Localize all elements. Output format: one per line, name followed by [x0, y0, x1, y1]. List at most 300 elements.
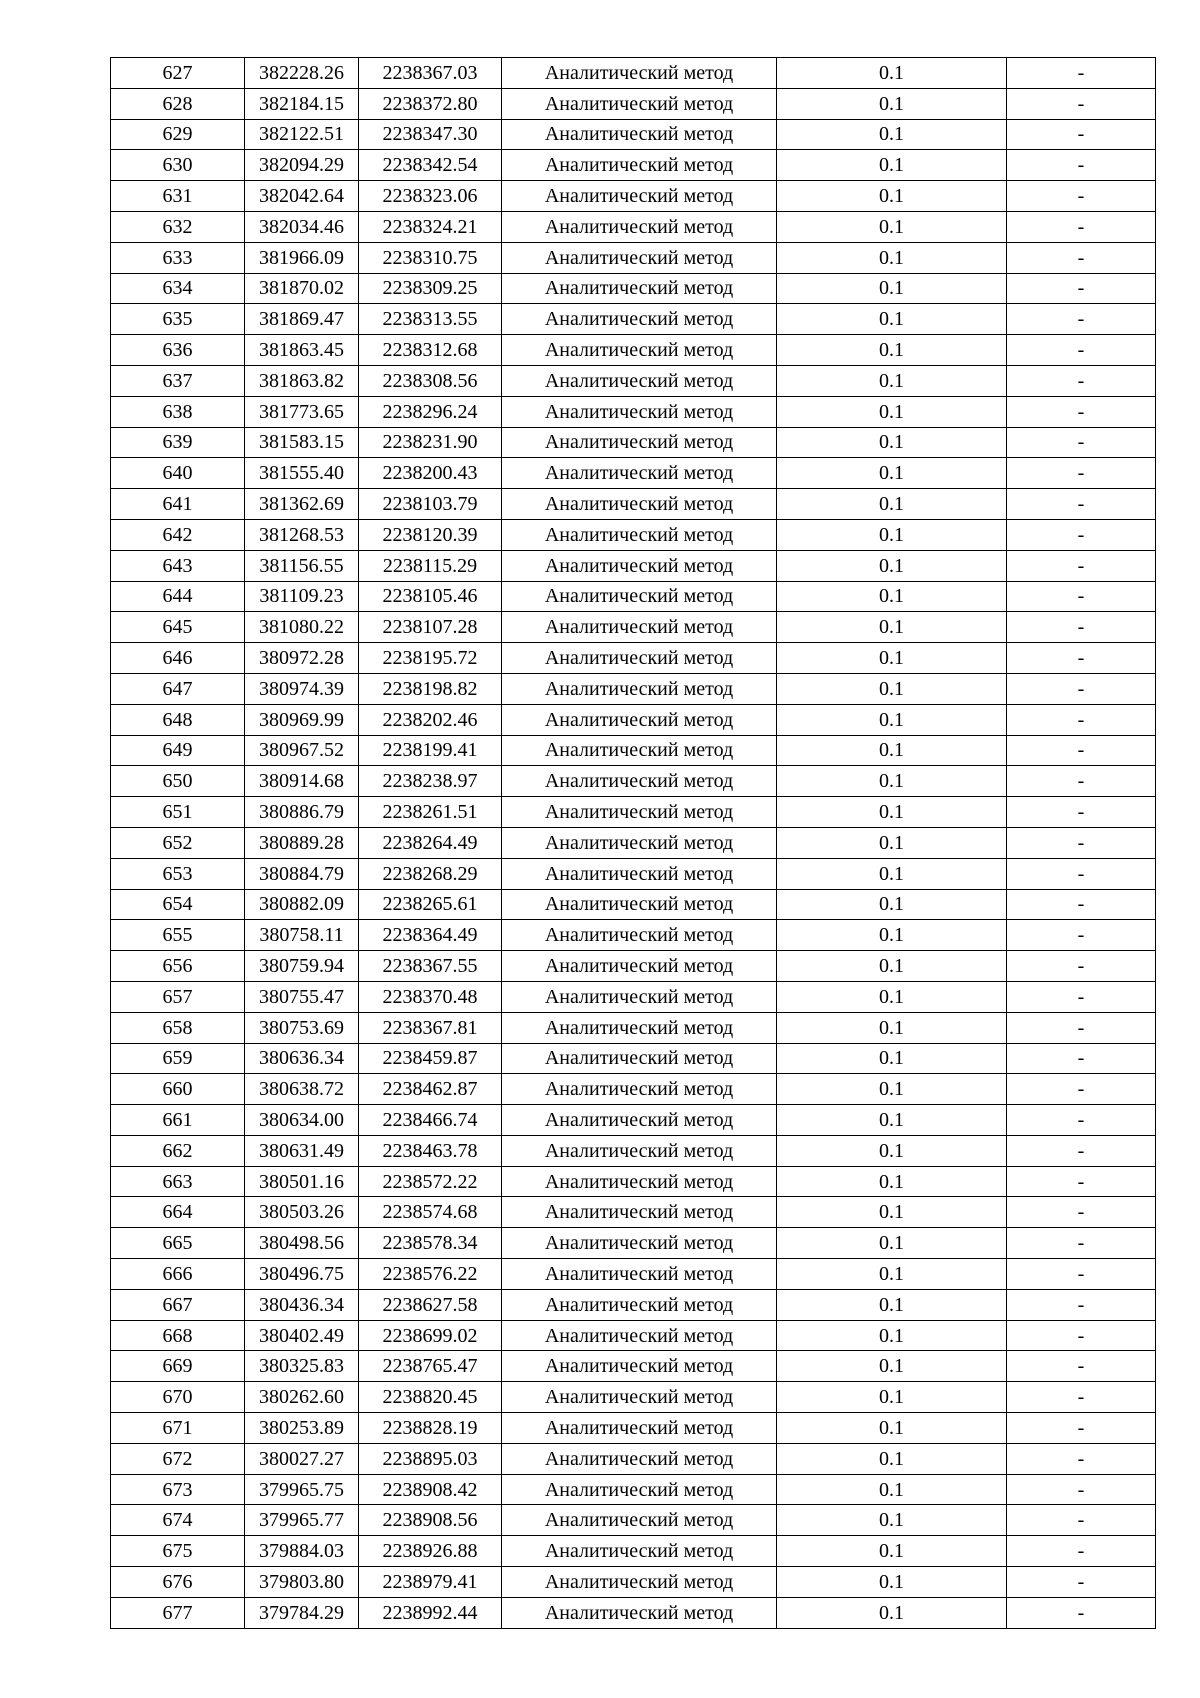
point-number-cell: 676 — [111, 1567, 245, 1598]
note-cell: - — [1007, 1197, 1156, 1228]
note-cell: - — [1007, 951, 1156, 982]
accuracy-cell: 0.1 — [777, 304, 1007, 335]
accuracy-cell: 0.1 — [777, 1074, 1007, 1105]
point-number-cell: 675 — [111, 1536, 245, 1567]
point-number-cell: 629 — [111, 119, 245, 150]
y-coordinate-cell: 2238105.46 — [359, 581, 502, 612]
x-coordinate-cell: 381362.69 — [245, 489, 359, 520]
table-row — [111, 1135, 1156, 1166]
x-coordinate-cell: 381109.23 — [245, 581, 359, 612]
note-cell: - — [1007, 1413, 1156, 1444]
y-coordinate-cell: 2238908.42 — [359, 1474, 502, 1505]
x-coordinate-cell: 379784.29 — [245, 1597, 359, 1628]
x-coordinate-cell: 382228.26 — [245, 58, 359, 89]
y-coordinate-cell: 2238574.68 — [359, 1197, 502, 1228]
x-coordinate-cell: 379884.03 — [245, 1536, 359, 1567]
accuracy-cell: 0.1 — [777, 58, 1007, 89]
note-cell: - — [1007, 1597, 1156, 1628]
note-cell: - — [1007, 612, 1156, 643]
accuracy-cell: 0.1 — [777, 673, 1007, 704]
method-cell: Аналитический метод — [502, 1012, 777, 1043]
point-number-cell: 663 — [111, 1166, 245, 1197]
note-cell: - — [1007, 920, 1156, 951]
point-number-cell: 664 — [111, 1197, 245, 1228]
accuracy-cell: 0.1 — [777, 1105, 1007, 1136]
point-number-cell: 674 — [111, 1505, 245, 1536]
point-number-cell: 636 — [111, 335, 245, 366]
point-number-cell: 646 — [111, 643, 245, 674]
table-row — [111, 58, 1156, 89]
accuracy-cell: 0.1 — [777, 211, 1007, 242]
point-number-cell: 643 — [111, 550, 245, 581]
note-cell: - — [1007, 335, 1156, 366]
point-number-cell: 658 — [111, 1012, 245, 1043]
accuracy-cell: 0.1 — [777, 766, 1007, 797]
accuracy-cell: 0.1 — [777, 643, 1007, 674]
accuracy-cell: 0.1 — [777, 581, 1007, 612]
table-row — [111, 427, 1156, 458]
note-cell: - — [1007, 1228, 1156, 1259]
method-cell: Аналитический метод — [502, 335, 777, 366]
method-cell: Аналитический метод — [502, 581, 777, 612]
note-cell: - — [1007, 550, 1156, 581]
x-coordinate-cell: 380972.28 — [245, 643, 359, 674]
note-cell: - — [1007, 458, 1156, 489]
accuracy-cell: 0.1 — [777, 489, 1007, 520]
method-cell: Аналитический метод — [502, 550, 777, 581]
accuracy-cell: 0.1 — [777, 858, 1007, 889]
y-coordinate-cell: 2238926.88 — [359, 1536, 502, 1567]
y-coordinate-cell: 2238820.45 — [359, 1382, 502, 1413]
point-number-cell: 656 — [111, 951, 245, 982]
point-number-cell: 627 — [111, 58, 245, 89]
table-row — [111, 1351, 1156, 1382]
method-cell: Аналитический метод — [502, 88, 777, 119]
y-coordinate-cell: 2238370.48 — [359, 981, 502, 1012]
note-cell: - — [1007, 519, 1156, 550]
x-coordinate-cell: 379965.77 — [245, 1505, 359, 1536]
method-cell: Аналитический метод — [502, 1135, 777, 1166]
method-cell: Аналитический метод — [502, 1536, 777, 1567]
note-cell: - — [1007, 396, 1156, 427]
note-cell: - — [1007, 1105, 1156, 1136]
x-coordinate-cell: 380634.00 — [245, 1105, 359, 1136]
x-coordinate-cell: 380253.89 — [245, 1413, 359, 1444]
accuracy-cell: 0.1 — [777, 889, 1007, 920]
accuracy-cell: 0.1 — [777, 550, 1007, 581]
note-cell: - — [1007, 1443, 1156, 1474]
accuracy-cell: 0.1 — [777, 1443, 1007, 1474]
x-coordinate-cell: 380882.09 — [245, 889, 359, 920]
table-row — [111, 704, 1156, 735]
note-cell: - — [1007, 797, 1156, 828]
note-cell: - — [1007, 643, 1156, 674]
x-coordinate-cell: 380636.34 — [245, 1043, 359, 1074]
point-number-cell: 671 — [111, 1413, 245, 1444]
y-coordinate-cell: 2238202.46 — [359, 704, 502, 735]
y-coordinate-cell: 2238828.19 — [359, 1413, 502, 1444]
point-number-cell: 630 — [111, 150, 245, 181]
table-row — [111, 1382, 1156, 1413]
method-cell: Аналитический метод — [502, 1043, 777, 1074]
table-row — [111, 581, 1156, 612]
table-row — [111, 1105, 1156, 1136]
x-coordinate-cell: 380974.39 — [245, 673, 359, 704]
note-cell: - — [1007, 1505, 1156, 1536]
point-number-cell: 670 — [111, 1382, 245, 1413]
note-cell: - — [1007, 1074, 1156, 1105]
x-coordinate-cell: 381555.40 — [245, 458, 359, 489]
note-cell: - — [1007, 211, 1156, 242]
x-coordinate-cell: 380755.47 — [245, 981, 359, 1012]
note-cell: - — [1007, 58, 1156, 89]
note-cell: - — [1007, 981, 1156, 1012]
method-cell: Аналитический метод — [502, 242, 777, 273]
x-coordinate-cell: 382184.15 — [245, 88, 359, 119]
y-coordinate-cell: 2238364.49 — [359, 920, 502, 951]
x-coordinate-cell: 380503.26 — [245, 1197, 359, 1228]
accuracy-cell: 0.1 — [777, 1567, 1007, 1598]
y-coordinate-cell: 2238367.55 — [359, 951, 502, 982]
accuracy-cell: 0.1 — [777, 335, 1007, 366]
accuracy-cell: 0.1 — [777, 951, 1007, 982]
y-coordinate-cell: 2238265.61 — [359, 889, 502, 920]
point-number-cell: 673 — [111, 1474, 245, 1505]
table-row — [111, 889, 1156, 920]
accuracy-cell: 0.1 — [777, 1289, 1007, 1320]
method-cell: Аналитический метод — [502, 1567, 777, 1598]
note-cell: - — [1007, 365, 1156, 396]
x-coordinate-cell: 382042.64 — [245, 181, 359, 212]
accuracy-cell: 0.1 — [777, 458, 1007, 489]
point-number-cell: 645 — [111, 612, 245, 643]
point-number-cell: 652 — [111, 827, 245, 858]
table-row — [111, 673, 1156, 704]
point-number-cell: 655 — [111, 920, 245, 951]
note-cell: - — [1007, 735, 1156, 766]
table-row — [111, 981, 1156, 1012]
accuracy-cell: 0.1 — [777, 1259, 1007, 1290]
note-cell: - — [1007, 273, 1156, 304]
x-coordinate-cell: 380753.69 — [245, 1012, 359, 1043]
x-coordinate-cell: 379803.80 — [245, 1567, 359, 1598]
x-coordinate-cell: 381773.65 — [245, 396, 359, 427]
table-row — [111, 858, 1156, 889]
y-coordinate-cell: 2238367.03 — [359, 58, 502, 89]
accuracy-cell: 0.1 — [777, 1320, 1007, 1351]
y-coordinate-cell: 2238231.90 — [359, 427, 502, 458]
accuracy-cell: 0.1 — [777, 1505, 1007, 1536]
method-cell: Аналитический метод — [502, 365, 777, 396]
x-coordinate-cell: 382094.29 — [245, 150, 359, 181]
coordinates-table-body — [111, 58, 1156, 1629]
point-number-cell: 637 — [111, 365, 245, 396]
accuracy-cell: 0.1 — [777, 519, 1007, 550]
accuracy-cell: 0.1 — [777, 1597, 1007, 1628]
note-cell: - — [1007, 889, 1156, 920]
table-row — [111, 1228, 1156, 1259]
x-coordinate-cell: 380886.79 — [245, 797, 359, 828]
table-row — [111, 1536, 1156, 1567]
accuracy-cell: 0.1 — [777, 981, 1007, 1012]
table-row — [111, 1597, 1156, 1628]
table-row — [111, 458, 1156, 489]
y-coordinate-cell: 2238312.68 — [359, 335, 502, 366]
table-row — [111, 766, 1156, 797]
accuracy-cell: 0.1 — [777, 735, 1007, 766]
point-number-cell: 633 — [111, 242, 245, 273]
x-coordinate-cell: 380501.16 — [245, 1166, 359, 1197]
point-number-cell: 631 — [111, 181, 245, 212]
accuracy-cell: 0.1 — [777, 181, 1007, 212]
table-row — [111, 519, 1156, 550]
accuracy-cell: 0.1 — [777, 827, 1007, 858]
point-number-cell: 651 — [111, 797, 245, 828]
method-cell: Аналитический метод — [502, 458, 777, 489]
accuracy-cell: 0.1 — [777, 1043, 1007, 1074]
method-cell: Аналитический метод — [502, 427, 777, 458]
table-row — [111, 1413, 1156, 1444]
x-coordinate-cell: 380496.75 — [245, 1259, 359, 1290]
y-coordinate-cell: 2238198.82 — [359, 673, 502, 704]
method-cell: Аналитический метод — [502, 612, 777, 643]
accuracy-cell: 0.1 — [777, 427, 1007, 458]
table-row — [111, 1259, 1156, 1290]
point-number-cell: 672 — [111, 1443, 245, 1474]
x-coordinate-cell: 381863.45 — [245, 335, 359, 366]
point-number-cell: 662 — [111, 1135, 245, 1166]
y-coordinate-cell: 2238765.47 — [359, 1351, 502, 1382]
point-number-cell: 638 — [111, 396, 245, 427]
table-row — [111, 797, 1156, 828]
method-cell: Аналитический метод — [502, 1074, 777, 1105]
method-cell: Аналитический метод — [502, 181, 777, 212]
y-coordinate-cell: 2238200.43 — [359, 458, 502, 489]
accuracy-cell: 0.1 — [777, 704, 1007, 735]
point-number-cell: 653 — [111, 858, 245, 889]
method-cell: Аналитический метод — [502, 489, 777, 520]
note-cell: - — [1007, 181, 1156, 212]
y-coordinate-cell: 2238459.87 — [359, 1043, 502, 1074]
table-row — [111, 119, 1156, 150]
point-number-cell: 660 — [111, 1074, 245, 1105]
note-cell: - — [1007, 119, 1156, 150]
note-cell: - — [1007, 1043, 1156, 1074]
point-number-cell: 666 — [111, 1259, 245, 1290]
y-coordinate-cell: 2238347.30 — [359, 119, 502, 150]
method-cell: Аналитический метод — [502, 1382, 777, 1413]
note-cell: - — [1007, 1135, 1156, 1166]
method-cell: Аналитический метод — [502, 1197, 777, 1228]
table-row — [111, 489, 1156, 520]
point-number-cell: 640 — [111, 458, 245, 489]
point-number-cell: 668 — [111, 1320, 245, 1351]
note-cell: - — [1007, 242, 1156, 273]
point-number-cell: 657 — [111, 981, 245, 1012]
point-number-cell: 639 — [111, 427, 245, 458]
x-coordinate-cell: 381268.53 — [245, 519, 359, 550]
table-row — [111, 550, 1156, 581]
method-cell: Аналитический метод — [502, 396, 777, 427]
table-row — [111, 181, 1156, 212]
note-cell: - — [1007, 581, 1156, 612]
y-coordinate-cell: 2238908.56 — [359, 1505, 502, 1536]
note-cell: - — [1007, 1259, 1156, 1290]
point-number-cell: 659 — [111, 1043, 245, 1074]
point-number-cell: 647 — [111, 673, 245, 704]
y-coordinate-cell: 2238195.72 — [359, 643, 502, 674]
note-cell: - — [1007, 704, 1156, 735]
note-cell: - — [1007, 1012, 1156, 1043]
x-coordinate-cell: 380967.52 — [245, 735, 359, 766]
point-number-cell: 642 — [111, 519, 245, 550]
method-cell: Аналитический метод — [502, 1597, 777, 1628]
table-row — [111, 920, 1156, 951]
accuracy-cell: 0.1 — [777, 1474, 1007, 1505]
table-row — [111, 1012, 1156, 1043]
y-coordinate-cell: 2238342.54 — [359, 150, 502, 181]
method-cell: Аналитический метод — [502, 1413, 777, 1444]
point-number-cell: 677 — [111, 1597, 245, 1628]
note-cell: - — [1007, 766, 1156, 797]
point-number-cell: 634 — [111, 273, 245, 304]
y-coordinate-cell: 2238367.81 — [359, 1012, 502, 1043]
method-cell: Аналитический метод — [502, 58, 777, 89]
table-row — [111, 88, 1156, 119]
accuracy-cell: 0.1 — [777, 1351, 1007, 1382]
method-cell: Аналитический метод — [502, 1105, 777, 1136]
y-coordinate-cell: 2238268.29 — [359, 858, 502, 889]
y-coordinate-cell: 2238261.51 — [359, 797, 502, 828]
table-row — [111, 735, 1156, 766]
y-coordinate-cell: 2238578.34 — [359, 1228, 502, 1259]
note-cell: - — [1007, 150, 1156, 181]
note-cell: - — [1007, 858, 1156, 889]
table-row — [111, 273, 1156, 304]
table-row — [111, 1567, 1156, 1598]
table-row — [111, 1197, 1156, 1228]
table-row — [111, 1505, 1156, 1536]
x-coordinate-cell: 380969.99 — [245, 704, 359, 735]
x-coordinate-cell: 381156.55 — [245, 550, 359, 581]
accuracy-cell: 0.1 — [777, 1382, 1007, 1413]
y-coordinate-cell: 2238576.22 — [359, 1259, 502, 1290]
y-coordinate-cell: 2238120.39 — [359, 519, 502, 550]
table-row — [111, 643, 1156, 674]
note-cell: - — [1007, 489, 1156, 520]
x-coordinate-cell: 380027.27 — [245, 1443, 359, 1474]
y-coordinate-cell: 2238264.49 — [359, 827, 502, 858]
note-cell: - — [1007, 1536, 1156, 1567]
point-number-cell: 665 — [111, 1228, 245, 1259]
x-coordinate-cell: 380262.60 — [245, 1382, 359, 1413]
note-cell: - — [1007, 673, 1156, 704]
accuracy-cell: 0.1 — [777, 150, 1007, 181]
table-row — [111, 1166, 1156, 1197]
x-coordinate-cell: 380759.94 — [245, 951, 359, 982]
y-coordinate-cell: 2238296.24 — [359, 396, 502, 427]
note-cell: - — [1007, 1320, 1156, 1351]
x-coordinate-cell: 380889.28 — [245, 827, 359, 858]
y-coordinate-cell: 2238979.41 — [359, 1567, 502, 1598]
table-row — [111, 1074, 1156, 1105]
accuracy-cell: 0.1 — [777, 612, 1007, 643]
point-number-cell: 632 — [111, 211, 245, 242]
method-cell: Аналитический метод — [502, 643, 777, 674]
method-cell: Аналитический метод — [502, 735, 777, 766]
coordinates-table — [110, 57, 1156, 1629]
point-number-cell: 635 — [111, 304, 245, 335]
y-coordinate-cell: 2238103.79 — [359, 489, 502, 520]
note-cell: - — [1007, 1382, 1156, 1413]
note-cell: - — [1007, 1289, 1156, 1320]
accuracy-cell: 0.1 — [777, 88, 1007, 119]
method-cell: Аналитический метод — [502, 1320, 777, 1351]
note-cell: - — [1007, 304, 1156, 335]
method-cell: Аналитический метод — [502, 704, 777, 735]
table-row — [111, 304, 1156, 335]
accuracy-cell: 0.1 — [777, 797, 1007, 828]
point-number-cell: 649 — [111, 735, 245, 766]
accuracy-cell: 0.1 — [777, 1536, 1007, 1567]
method-cell: Аналитический метод — [502, 827, 777, 858]
y-coordinate-cell: 2238992.44 — [359, 1597, 502, 1628]
x-coordinate-cell: 380436.34 — [245, 1289, 359, 1320]
table-row — [111, 242, 1156, 273]
note-cell: - — [1007, 1567, 1156, 1598]
table-row — [111, 396, 1156, 427]
y-coordinate-cell: 2238308.56 — [359, 365, 502, 396]
table-row — [111, 335, 1156, 366]
method-cell: Аналитический метод — [502, 519, 777, 550]
y-coordinate-cell: 2238466.74 — [359, 1105, 502, 1136]
note-cell: - — [1007, 1166, 1156, 1197]
method-cell: Аналитический метод — [502, 766, 777, 797]
x-coordinate-cell: 380914.68 — [245, 766, 359, 797]
method-cell: Аналитический метод — [502, 1505, 777, 1536]
accuracy-cell: 0.1 — [777, 920, 1007, 951]
table-row — [111, 1443, 1156, 1474]
method-cell: Аналитический метод — [502, 920, 777, 951]
table-row — [111, 1289, 1156, 1320]
method-cell: Аналитический метод — [502, 981, 777, 1012]
method-cell: Аналитический метод — [502, 304, 777, 335]
method-cell: Аналитический метод — [502, 150, 777, 181]
y-coordinate-cell: 2238107.28 — [359, 612, 502, 643]
method-cell: Аналитический метод — [502, 1351, 777, 1382]
point-number-cell: 654 — [111, 889, 245, 920]
accuracy-cell: 0.1 — [777, 1135, 1007, 1166]
x-coordinate-cell: 381966.09 — [245, 242, 359, 273]
method-cell: Аналитический метод — [502, 858, 777, 889]
note-cell: - — [1007, 1474, 1156, 1505]
table-row — [111, 827, 1156, 858]
table-row — [111, 951, 1156, 982]
method-cell: Аналитический метод — [502, 673, 777, 704]
x-coordinate-cell: 380498.56 — [245, 1228, 359, 1259]
point-number-cell: 669 — [111, 1351, 245, 1382]
y-coordinate-cell: 2238895.03 — [359, 1443, 502, 1474]
y-coordinate-cell: 2238324.21 — [359, 211, 502, 242]
point-number-cell: 661 — [111, 1105, 245, 1136]
table-row — [111, 1474, 1156, 1505]
note-cell: - — [1007, 427, 1156, 458]
point-number-cell: 667 — [111, 1289, 245, 1320]
x-coordinate-cell: 382034.46 — [245, 211, 359, 242]
x-coordinate-cell: 381870.02 — [245, 273, 359, 304]
point-number-cell: 628 — [111, 88, 245, 119]
x-coordinate-cell: 380631.49 — [245, 1135, 359, 1166]
